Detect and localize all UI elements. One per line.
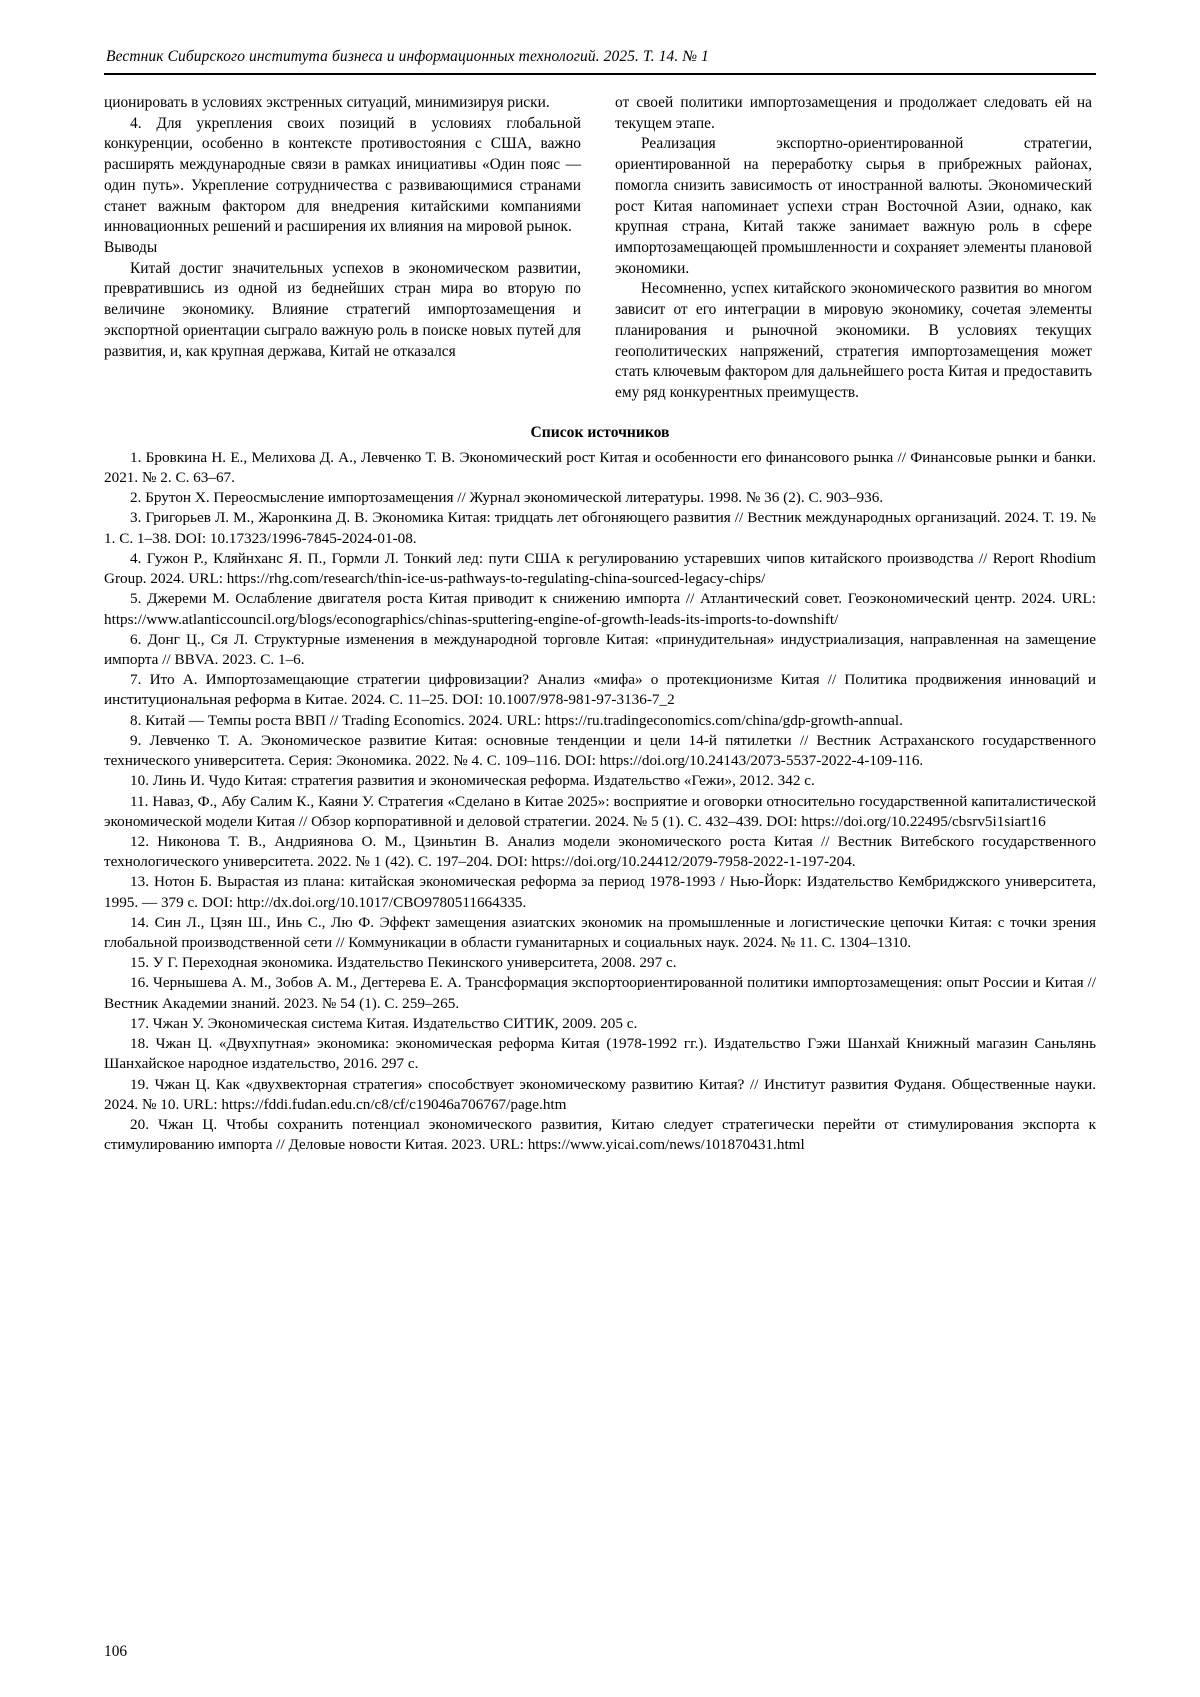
reference-item: 9. Левченко Т. А. Экономическое развитие Китая: основные тенденции и цели 14-й пятилетки // Вестник Астраханского государственного технического университета. Серия: Экономика. 2022. № 4. С. 109–116. DOI: https://doi.org/10.24143/2073-5537-2022-4-109-116. — [104, 731, 1096, 770]
reference-item: 1. Бровкина Н. Е., Мелихова Д. А., Левченко Т. В. Экономический рост Китая и особенности его финансового рынка // Финансовые рынки и банки. 2021. № 2. С. 63–67. — [104, 448, 1096, 486]
paragraph: Реализация экспортно-ориентированной стратегии, ориентированной на переработку сырья в прибрежных районах, помогла снизить зависимость от иностранной валюты. Экономический рост Китая напоминает успехи стран Восточной Азии, однако, как крупная страна, Китай также занимает важную роль в сфере импортозамещающей промышленности и сохраняет элементы плановой экономики. — [615, 135, 1092, 277]
reference-item: 18. Чжан Ц. «Двухпутная» экономика: экономическая реформа Китая (1978-1992 гг.). Издательство Гэжи Шанхай Книжный магазин Саньлянь Шанхайское народное издательство, 2016. 297 с. — [104, 1035, 1096, 1073]
section-heading-conclusions: Выводы — [104, 239, 158, 257]
reference-item: 19. Чжан Ц. Как «двухвекторная стратегия» способствует экономическому развитию Китая? // Институт развития Фуданя. Общественные науки. 2024. № 10. URL: https://fddi.fudan.edu.cn/c8/cf/c19046a706767/page.htm — [104, 1075, 1096, 1113]
reference-item: 5. Джереми М. Ослабление двигателя роста Китая приводит к снижению импорта // Атлантический совет. Геоэкономический центр. 2024. URL: https://www.atlanticcouncil.org/blogs/econographics/chinas-sputtering-engine-of-growth-leads-its-imports-to-downshift/ — [104, 590, 1096, 628]
references-list — [104, 448, 1096, 1156]
references-heading: Список источников — [530, 423, 670, 441]
paragraph: Китай достиг значительных успехов в экономическом развитии, превратившись из одной из беднейших стран мира во вторую по величине экономику. Влияние стратегий импортозамещения и экспортной ориентации сыграло важную роль в поиске новых путей для развития, и, как крупная держава, Китай не отказался — [104, 259, 581, 360]
reference-item: 15. У Г. Переходная экономика. Издательство Пекинского университета, 2008. 297 с. — [130, 954, 677, 972]
right-column — [615, 93, 1092, 404]
page-number: 106 — [104, 1643, 128, 1660]
reference-item: 14. Син Л., Цзян Ш., Инь С., Лю Ф. Эффект замещения азиатских экономик на промышленные и логистические цепочки Китая: с точки зрения глобальной производственной сети // Коммуникации в области гуманитарных и социальных наук. 2024. № 11. С. 1304–1310. — [104, 913, 1096, 952]
reference-item: 7. Ито А. Импортозамещающие стратегии цифровизации? Анализ «мифа» о протекционизме Китая // Политика продвижения инноваций и институциональная реформа в Китае. 2024. С. 11–25. DOI: 10.1007/978-981-97-3136-7_2 — [104, 671, 1096, 709]
reference-item: 3. Григорьев Л. М., Жаронкина Д. В. Экономика Китая: тридцать лет обгоняющего развития // Вестник международных организаций. 2024. Т. 19. № 1. С. 1–38. DOI: 10.17323/1996-7845-2024-01-08. — [104, 509, 1096, 547]
reference-item: 20. Чжан Ц. Чтобы сохранить потенциал экономического развития, Китаю следует стратегически перейти от стимулирования экспорта к стимулированию импорта // Деловые новости Китая. 2023. URL: https://www.yicai.com/news/101870431.html — [104, 1116, 1096, 1154]
reference-item: 2. Брутон Х. Переосмысление импортозамещения // Журнал экономической литературы. 1998. № 36 (2). С. 903–936. — [130, 489, 884, 507]
paragraph: от своей политики импортозамещения и продолжает следовать ей на текущем этапе. — [615, 94, 1092, 132]
reference-item: 4. Гужон Р., Кляйнханс Я. П., Гормли Л. Тонкий лед: пути США к регулированию устаревших чипов китайского производства // Report Rhodium Group. 2024. URL: https://rhg.com/research/thin-ice-us-pathways-to-regulating-china-sourced-legacy-chips/ — [104, 549, 1096, 588]
reference-item: 10. Линь И. Чудо Китая: стратегия развития и экономическая реформа. Издательство «Гежи», 2012. 342 с. — [130, 772, 815, 790]
reference-item: 11. Наваз, Ф., Абу Салим К., Каяни У. Стратегия «Сделано в Китае 2025»: восприятие и оговорки относительно государственной капиталистической экономической модели Китая // Обзор корпоративной и деловой стратегии. 2024. № 5 (1). С. 432–439. DOI: https://doi.org/10.22495/cbsrv5i1siart16 — [104, 792, 1096, 830]
reference-item: 16. Чернышева А. М., Зобов А. М., Дегтерева Е. А. Трансформация экспортоориентированной политики импортозамещения: опыт России и Китая // Вестник Академии знаний. 2023. № 54 (1). С. 259–265. — [104, 974, 1096, 1012]
reference-item: 8. Китай — Темпы роста ВВП // Trading Economics. 2024. URL: https://ru.tradingeconomics.com/china/gdp-growth-annual. — [130, 711, 903, 729]
reference-item: 6. Донг Ц., Ся Л. Структурные изменения в международной торговле Китая: «принудительная» индустриализация, направленная на замещение импорта // BBVA. 2023. С. 1–6. — [104, 630, 1096, 668]
reference-item: 13. Нотон Б. Вырастая из плана: китайская экономическая реформа за период 1978-1993 / Нью-Йорк: Издательство Кембриджского университета, 1995. — 379 с. DOI: http://dx.doi.org/10.1017/CBO9780511664335. — [104, 873, 1096, 911]
left-column — [104, 93, 581, 362]
paragraph: Несомненно, успех китайского экономического развития во многом зависит от его интеграции в мировую экономику, сочетая элементы планирования и рыночной экономики. В условиях текущих геополитических напряжений, стратегия импортозамещения может стать ключевым фактором для дальнейшего роста Китая и предоставить ему ряд конкурентных преимуществ. — [615, 280, 1092, 402]
reference-item: 17. Чжан У. Экономическая система Китая. Издательство СИТИК, 2009. 205 с. — [130, 1014, 638, 1032]
two-column-body — [104, 93, 1096, 404]
paragraph: 4. Для укрепления своих позиций в условиях глобальной конкуренции, особенно в контексте противостояния с США, важно расширять международные связи в рамках инициативы «Один пояс — один путь». Укрепление сотрудничества с развивающимися странами станет важным фактором для внедрения китайскими компаниями инновационных решений и расширения их влияния на мировой рынок. — [104, 114, 581, 236]
header-rule — [104, 73, 1096, 75]
reference-item: 12. Никонова Т. В., Андриянова О. М., Цзиньтин В. Анализ модели экономического роста Китая // Вестник Витебского государственного технологического университета. 2022. № 1 (42). С. 197–204. DOI: https://doi.org/10.24412/2079-7958-2022-1-197-204. — [104, 832, 1096, 871]
running-head: Вестник Сибирского института бизнеса и информационных технологий. 2025. Т. 14. № 1 — [106, 48, 709, 65]
paragraph: ционировать в условиях экстренных ситуаций, минимизируя риски. — [104, 94, 550, 111]
